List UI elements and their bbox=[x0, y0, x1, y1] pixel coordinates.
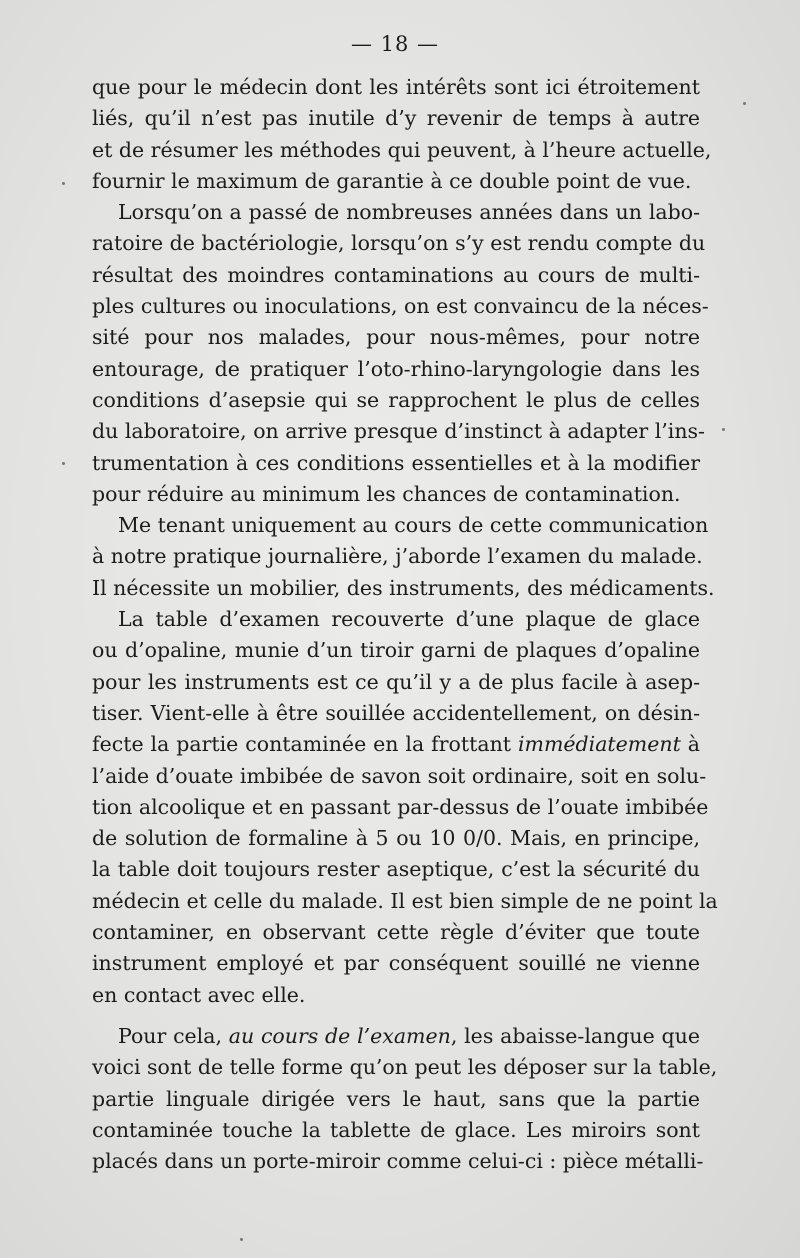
text-line: entourage, de pratiquer l’oto-rhino-laryngologie dans les bbox=[92, 356, 700, 381]
paragraph-gap bbox=[92, 1011, 700, 1021]
text-line: et de résumer les méthodes qui peuvent, à l’heure actuelle, bbox=[92, 137, 712, 162]
text-line: Lorsqu’on a passé de nombreuses années dans un labo- bbox=[118, 200, 700, 225]
text-line: instrument employé et par conséquent souillé ne vienne bbox=[92, 951, 700, 976]
text-line: contaminée touche la tablette de glace. Les miroirs sont bbox=[92, 1117, 700, 1142]
paragraph bbox=[92, 197, 709, 510]
text-line: résultat des moindres contaminations au cours de multi- bbox=[92, 262, 700, 287]
scan-speck bbox=[743, 102, 746, 105]
paragraph bbox=[92, 510, 715, 604]
text-line: ples cultures ou inoculations, on est convaincu de la néces- bbox=[92, 294, 709, 319]
text-line: contaminer, en observant cette règle d’éviter que toute bbox=[92, 920, 700, 945]
scan-speck bbox=[62, 462, 65, 465]
text-line: placés dans un porte-miroir comme celui-ci : pièce métalli- bbox=[92, 1149, 704, 1174]
text-line: La table d’examen recouverte d’une plaque de glace bbox=[118, 607, 700, 632]
text-line: voici sont de telle forme qu’on peut les déposer sur la table, bbox=[92, 1055, 718, 1080]
text-line: l’aide d’ouate imbibée de savon soit ordinaire, soit en solu- bbox=[92, 763, 707, 788]
text-line: partie linguale dirigée vers le haut, sans que la partie bbox=[92, 1086, 700, 1111]
scan-speck bbox=[240, 1238, 243, 1241]
text-line: Il nécessite un mobilier, des instruments, des médicaments. bbox=[92, 575, 715, 600]
text-line: trumentation à ces conditions essentielles et à la modifier bbox=[92, 450, 700, 475]
text-line: pour réduire au minimum les chances de contamination. bbox=[92, 481, 681, 506]
text-line: médecin et celle du malade. Il est bien simple de ne point la bbox=[92, 888, 718, 913]
text-line: en contact avec elle. bbox=[92, 982, 306, 1007]
text-line: ratoire de bactériologie, lorsqu’on s’y est rendu compte du bbox=[92, 231, 706, 256]
scan-speck bbox=[62, 182, 65, 185]
text-line: fecte la partie contaminée en la frottant immédiatement à bbox=[92, 732, 700, 757]
paragraph bbox=[92, 604, 718, 1011]
text-line: sité pour nos malades, pour nous-mêmes, pour notre bbox=[92, 325, 700, 350]
text-line: fournir le maximum de garantie à ce double point de vue. bbox=[92, 168, 692, 193]
paragraph bbox=[92, 72, 712, 197]
text-line: liés, qu’il n’est pas inutile d’y revenir de temps à autre bbox=[92, 106, 700, 131]
text-line: Me tenant uniquement au cours de cette communication bbox=[118, 513, 709, 538]
scan-speck bbox=[722, 428, 725, 431]
text-line: de solution de formaline à 5 ou 10 0/0. Mais, en principe, bbox=[92, 826, 700, 851]
text-line: à notre pratique journalière, j’aborde l’examen du malade. bbox=[92, 544, 703, 569]
text-line: que pour le médecin dont les intérêts sont ici étroitement bbox=[92, 75, 700, 99]
emphasis: au cours de l’examen bbox=[228, 1023, 451, 1048]
emphasis: immédiatement bbox=[517, 732, 681, 757]
page-number: — 18 — bbox=[350, 32, 440, 56]
text-line: la table doit toujours rester aseptique, c’est la sécurité du bbox=[92, 857, 700, 882]
paragraph bbox=[92, 1021, 718, 1177]
text-line: tiser. Vient-elle à être souillée accidentellement, on désin- bbox=[92, 700, 700, 725]
text-line: conditions d’asepsie qui se rapprochent le plus de celles bbox=[92, 387, 700, 412]
text-line: ou d’opaline, munie d’un tiroir garni de plaques d’opaline bbox=[92, 638, 700, 663]
body-text bbox=[92, 72, 718, 1177]
text-line: du laboratoire, on arrive presque d’instinct à adapter l’ins- bbox=[92, 419, 705, 444]
text-line: pour les instruments est ce qu’il y a de plus facile à asep- bbox=[92, 669, 700, 694]
text-line: Pour cela, au cours de l’examen, les abaisse-langue que bbox=[118, 1023, 700, 1048]
text-line: tion alcoolique et en passant par-dessus de l’ouate imbibée bbox=[92, 794, 709, 819]
